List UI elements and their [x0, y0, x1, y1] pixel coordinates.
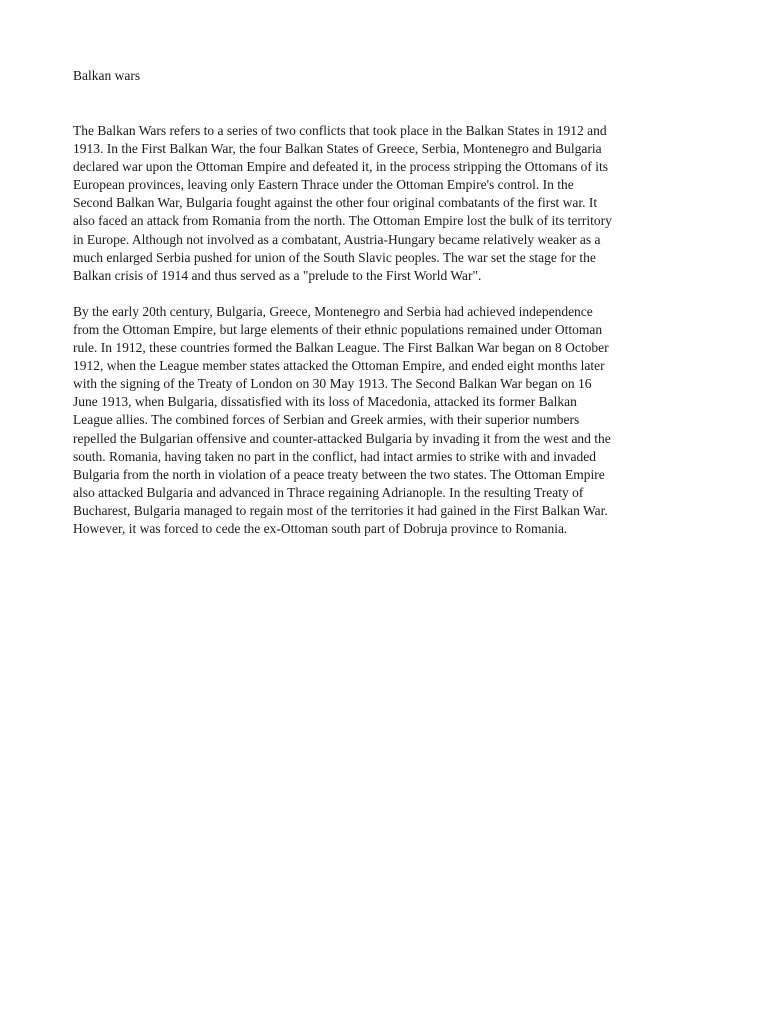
text-line: 1912, when the League member states attacked the Ottoman Empire, and ended eight months later: [73, 358, 605, 374]
document-title: Balkan wars: [73, 68, 141, 83]
text-line: declared war upon the Ottoman Empire and defeated it, in the process stripping the Ottomans of its: [73, 159, 608, 175]
text-line: in Europe. Although not involved as a combatant, Austria-Hungary became relatively weaker as a: [73, 231, 601, 247]
text-line: much enlarged Serbia pushed for union of the South Slavic peoples. The war set the stage for the: [73, 249, 596, 265]
paragraph-1: [73, 122, 697, 285]
text-line: European provinces, leaving only Eastern Thrace under the Ottoman Empire's control. In the: [73, 177, 574, 193]
text-line: Balkan crisis of 1914 and thus served as a "prelude to the First World War".: [73, 267, 482, 283]
text-line: However, it was forced to cede the ex-Ottoman south part of Dobruja province to Romania.: [73, 520, 568, 536]
text-line: Bulgaria from the north in violation of a peace treaty between the two states. The Ottoman Empire: [73, 466, 605, 482]
paragraph-2: [73, 303, 697, 538]
text-line: also faced an attack from Romania from the north. The Ottoman Empire lost the bulk of its territory: [73, 213, 612, 229]
text-line: Second Balkan War, Bulgaria fought against the other four original combatants of the first war. It: [73, 195, 598, 211]
text-line: The Balkan Wars refers to a series of two conflicts that took place in the Balkan States in 1912 and: [73, 123, 607, 138]
text-line: with the signing of the Treaty of London on 30 May 1913. The Second Balkan War began on 16: [73, 376, 592, 392]
text-line: also attacked Bulgaria and advanced in Thrace regaining Adrianople. In the resulting Treaty of: [73, 484, 584, 500]
text-line: League allies. The combined forces of Serbian and Greek armies, with their superior numbers: [73, 412, 580, 428]
text-line: rule. In 1912, these countries formed the Balkan League. The First Balkan War began on 8 October: [73, 340, 609, 356]
text-line: south. Romania, having taken no part in the conflict, had intact armies to strike with and invaded: [73, 448, 596, 464]
text-line: Bucharest, Bulgaria managed to regain most of the territories it had gained in the First Balkan War.: [73, 502, 608, 518]
document-body: [73, 122, 697, 556]
text-line: 1913. In the First Balkan War, the four Balkan States of Greece, Serbia, Montenegro and Bulgaria: [73, 141, 602, 157]
text-line: from the Ottoman Empire, but large elements of their ethnic populations remained under Ottoman: [73, 321, 603, 337]
text-line: June 1913, when Bulgaria, dissatisfied with its loss of Macedonia, attacked its former Balkan: [73, 394, 577, 410]
text-line: By the early 20th century, Bulgaria, Greece, Montenegro and Serbia had achieved independence: [73, 303, 593, 319]
text-line: repelled the Bulgarian offensive and counter-attacked Bulgaria by invading it from the west and the: [73, 430, 611, 446]
